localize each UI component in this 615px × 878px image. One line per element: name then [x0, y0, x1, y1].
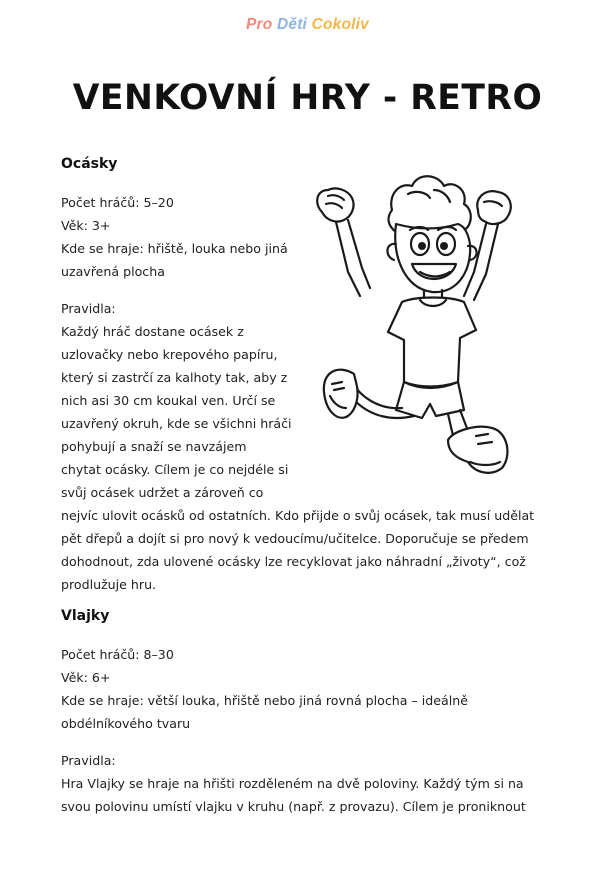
rules-line: který si zastrčí za kalhoty tak, aby z	[61, 370, 288, 385]
rules-line: uzlovačky nebo krepového papíru,	[61, 347, 278, 362]
info-line: Věk: 3+	[61, 218, 111, 233]
rules-line: chytat ocásky. Cílem je co nejdéle si	[61, 462, 289, 477]
rules-line: nich asi 30 cm koukal ven. Určí se	[61, 393, 276, 408]
left-fist-icon	[317, 188, 353, 221]
left-sneaker-icon	[324, 370, 358, 418]
right-sneaker-icon	[448, 427, 507, 473]
info-line: Počet hráčů: 8–30	[61, 647, 174, 662]
page-title: VENKOVNÍ HRY - RETRO	[72, 78, 543, 118]
rules-line: dohodnout, zda ulovené ocásky lze recyklovat jako náhradní „životy“, což	[61, 554, 526, 569]
rules-line: svůj ocásek udržet a zároveň co	[61, 485, 264, 500]
logo-word-3: Cokoliv	[311, 16, 369, 33]
cheering-boy-illustration	[308, 160, 516, 478]
info-line: uzavřená plocha	[61, 264, 165, 279]
rules-line: Každý hráč dostane ocásek z	[61, 324, 244, 339]
rules-line: nejvíc ulovit ocásků od ostatních. Kdo přijde o svůj ocásek, tak musí udělat	[61, 508, 535, 523]
info-line: Věk: 6+	[61, 670, 111, 685]
info-line: Počet hráčů: 5–20	[61, 195, 174, 210]
logo-word-2: Děti	[276, 16, 308, 33]
right-fist-icon	[477, 191, 511, 224]
rules-line: prodlužuje hru.	[61, 577, 157, 592]
info-line: Kde se hraje: větší louka, hřiště nebo jiná rovná plocha – ideálně	[61, 693, 468, 708]
section-heading-ocasky: Ocásky	[61, 156, 118, 172]
logo-word-1: Pro	[246, 16, 273, 33]
info-line: Kde se hraje: hřiště, louka nebo jiná	[61, 241, 288, 256]
rules-line: svou polovinu umístí vlajku v kruhu (např. z provazu). Cílem je proniknout	[61, 799, 526, 814]
rules-label: Pravidla:	[61, 301, 116, 316]
rules-line: Hra Vlajky se hraje na hřišti rozděleném na dvě poloviny. Každý tým si na	[61, 776, 524, 791]
rules-line: pět dřepů a dojít si pro nový k vedoucímu/učitelce. Doporučuje se předem	[61, 531, 529, 546]
brand-logo	[0, 16, 615, 34]
rules-line: pohybují a snaží se navzájem	[61, 439, 247, 454]
info-line: obdélníkového tvaru	[61, 716, 191, 731]
rules-line: uzavřený okruh, kde se všichni hráči	[61, 416, 292, 431]
rules-label: Pravidla:	[61, 753, 116, 768]
section-heading-vlajky: Vlajky	[61, 608, 110, 624]
